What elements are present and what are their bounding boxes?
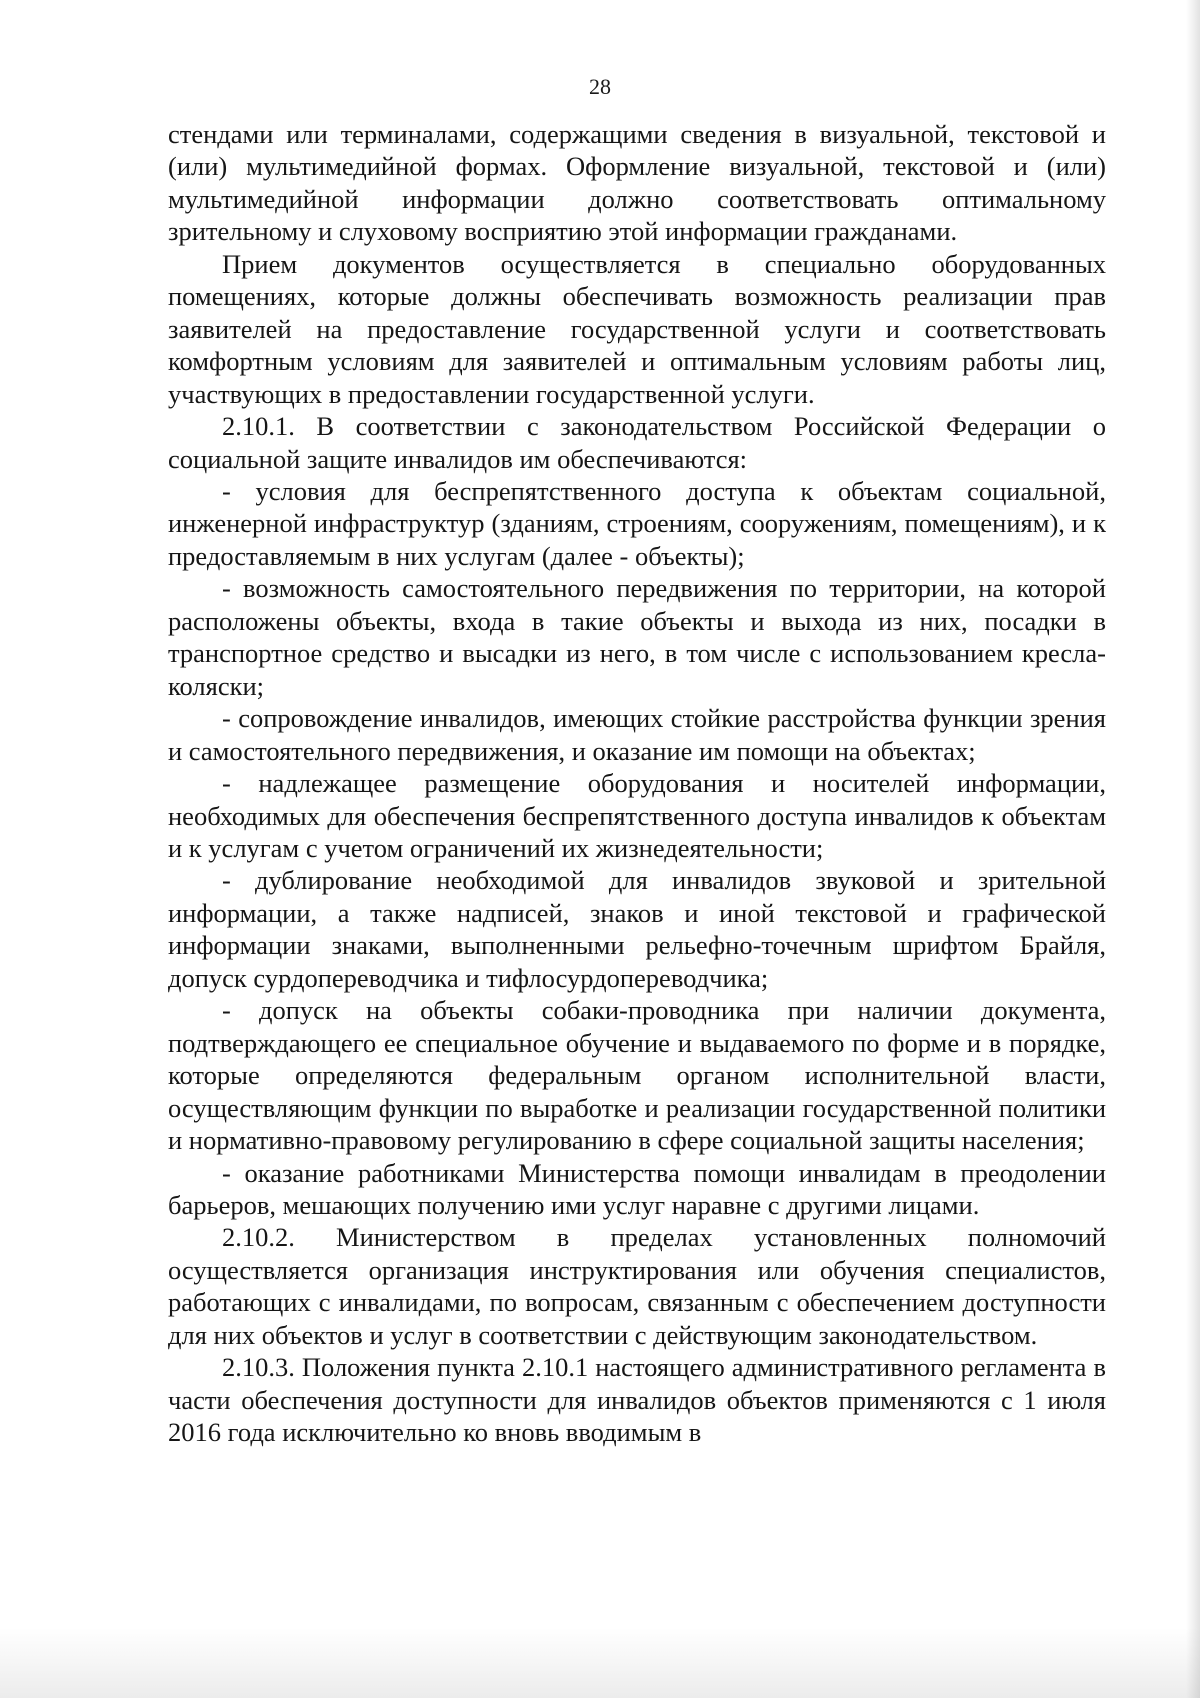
scan-bottom-noise [0,1628,1200,1698]
scan-edge-shadow [1186,0,1200,1698]
paragraph-2-10-2: 2.10.2. Министерством в пределах установленных полномочий осуществляется организация инструктирования или обучения специалистов, работающих с инвалидами, по вопросам, связанным с обеспечением доступности для них объектов и услуг в соответствии с действующим законодательством. [168,1222,1106,1350]
list-item: - допуск на объекты собаки-проводника при наличии документа, подтверждающего ее специальное обучение и выдаваемого по форме и в порядке, которые определяются федеральным органом исполнительной власти, осуществляющим функции по выработке и реализации государственной политики и нормативно-правовому регулированию в сфере социальной защиты населения; [168,995,1106,1156]
list-item: - оказание работниками Министерства помощи инвалидам в преодолении барьеров, мешающих получению ими услуг наравне с другими лицами. [168,1157,1106,1220]
paragraph: Прием документов осуществляется в специально оборудованных помещениях, которые должны обеспечивать возможность реализации прав заявителей на предоставление государственной услуги и соответствовать комфортным условиям для заявителей и оптимальным условиям работы лиц, участвующих в предоставлении государственной услуги. [168,248,1106,409]
paragraph-continuation: стендами или терминалами, содержащими сведения в визуальной, текстовой и (или) мультимедийной формах. Оформление визуальной, текстовой и (или) мультимедийной информации должно соответствовать оптимальному зрительному и слуховому восприятию этой информации гражданами. [168,119,1106,247]
list-item: - условия для беспрепятственного доступа к объектам социальной, инженерной инфраструктур (зданиям, строениям, сооружениям, помещениям), и к предоставляемым в них услугам (далее - объекты); [168,475,1106,571]
list-item: - возможность самостоятельного передвижения по территории, на которой расположены объекты, входа в такие объекты и выхода из них, посадки в транспортное средство и высадки из него, в том числе с использованием кресла-коляски; [168,573,1106,701]
list-item: - сопровождение инвалидов, имеющих стойкие расстройства функции зрения и самостоятельного передвижения, и оказание им помощи на объектах; [168,703,1106,766]
list-item: - надлежащее размещение оборудования и носителей информации, необходимых для обеспечения беспрепятственного доступа инвалидов к объектам и к услугам с учетом ограничений их жизнедеятельности; [168,768,1106,863]
list-item: - дублирование необходимой для инвалидов звуковой и зрительной информации, а также надписей, знаков и иной текстовой и графической информации знаками, выполненными рельефно-точечным шрифтом Брайля, допуск сурдопереводчика и тифлосурдопереводчика; [168,865,1106,993]
paragraph-2-10-1: 2.10.1. В соответствии с законодательством Российской Федерации о социальной защите инвалидов им обеспечиваются: [168,411,1106,474]
page-number: 28 [589,74,611,99]
document-body [168,118,1106,1449]
paragraph-2-10-3: 2.10.3. Положения пункта 2.10.1 настоящего административного регламента в части обеспечения доступности для инвалидов объектов применяются с 1 июля 2016 года исключительно ко вновь вводимым в [168,1352,1106,1448]
